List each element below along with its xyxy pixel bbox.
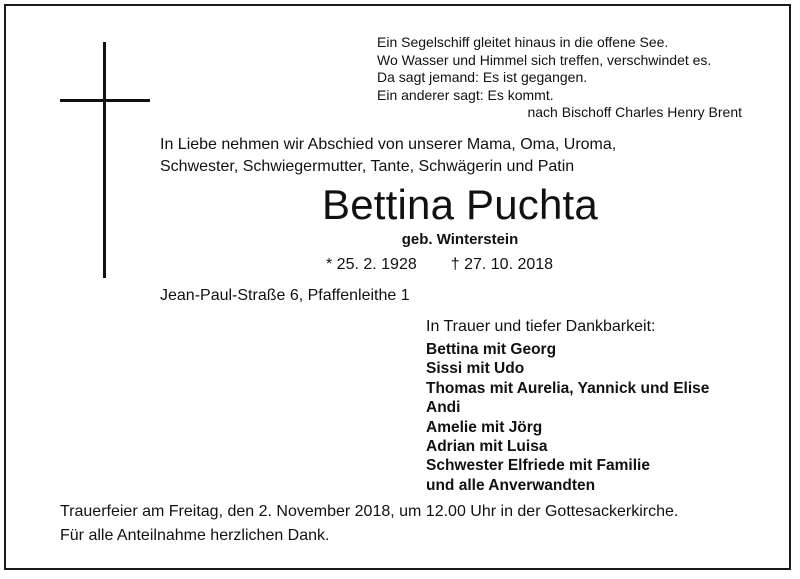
life-dates [326, 254, 553, 276]
mourner-entry: Adrian mit Luisa [426, 438, 548, 456]
farewell-intro [160, 134, 720, 178]
mourner-entry: Amelie mit Jörg [426, 418, 543, 436]
mourners-heading: In Trauer und tiefer Dankbarkeit: [426, 318, 656, 335]
poem [377, 34, 742, 122]
thanks-line: Für alle Anteilnahme herzlichen Dank. [60, 527, 330, 544]
mourners-list [426, 316, 709, 495]
poem-line: Da sagt jemand: Es ist gegangen. [377, 69, 588, 85]
intro-line: Schwester, Schwiegermutter, Tante, Schwägerin und Patin [160, 158, 575, 175]
poem-attribution: nach Bischoff Charles Henry Brent [527, 104, 742, 120]
funeral-info [60, 500, 678, 548]
poem-line: Wo Wasser und Himmel sich treffen, verschwindet es. [377, 51, 712, 68]
funeral-service-line: Trauerfeier am Freitag, den 2. November 2018, um 12.00 Uhr in der Gottesackerkirche. [60, 503, 679, 520]
birth-date: * 25. 2. 1928 [326, 256, 417, 273]
mourner-entry: Sissi mit Udo [426, 360, 525, 378]
cross-vertical-bar [103, 42, 106, 278]
mourner-entry: Thomas mit Aurelia, Yannick und Elise [426, 379, 710, 397]
poem-line: Ein anderer sagt: Es kommt. [377, 86, 554, 103]
intro-line: In Liebe nehmen wir Abschied von unserer Mama, Oma, Uroma, [160, 136, 617, 153]
mourner-entry: Bettina mit Georg [426, 341, 557, 358]
mourner-entry: und alle Anverwandten [426, 476, 596, 494]
birth-name: geb. Winterstein [401, 231, 519, 248]
poem-line: Ein Segelschiff gleitet hinaus in die offene See. [377, 34, 669, 50]
deceased-name: Bettina Puchta [322, 181, 598, 228]
death-date: † 27. 10. 2018 [450, 256, 554, 273]
mourner-entry: Schwester Elfriede mit Familie [426, 457, 650, 475]
address: Jean-Paul-Straße 6, Pfaffenleithe 1 [160, 287, 410, 304]
cross-horizontal-bar [60, 99, 150, 102]
mourner-entry: Andi [426, 399, 461, 417]
